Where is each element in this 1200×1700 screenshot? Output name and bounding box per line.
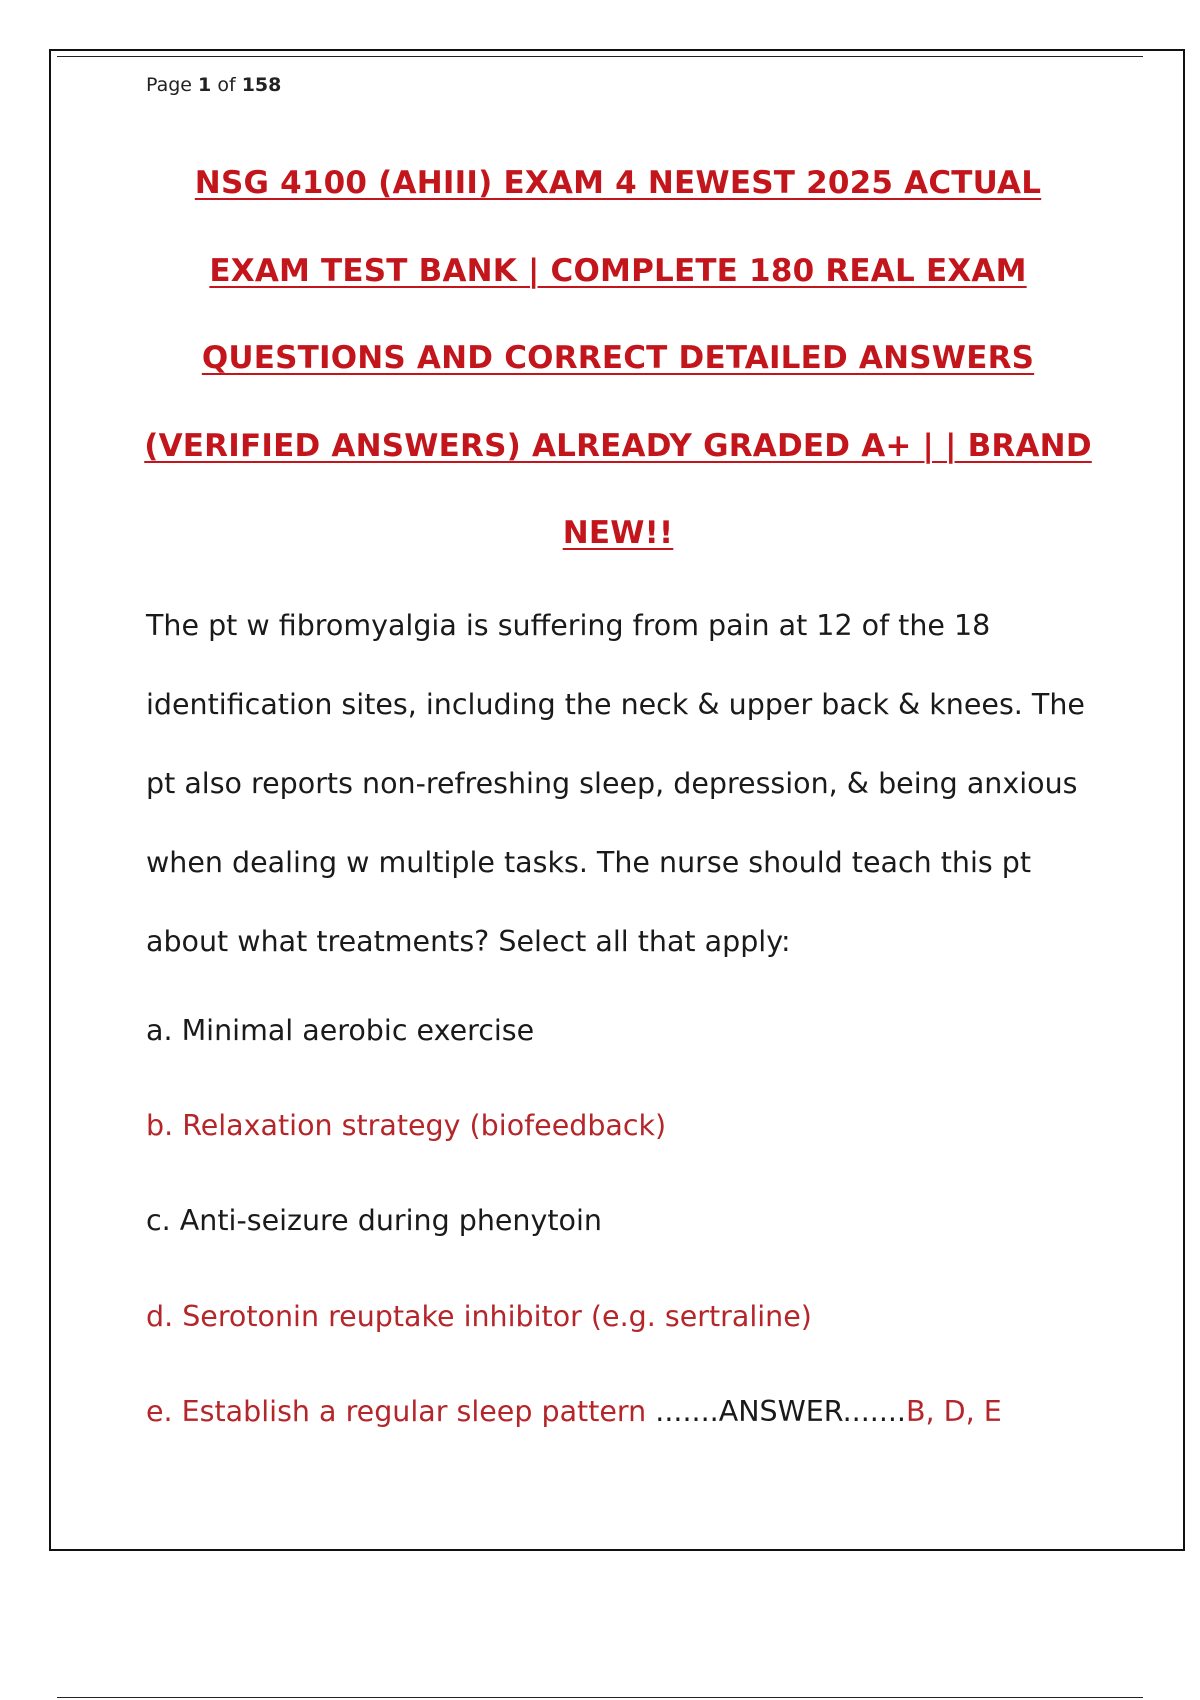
document-title [120, 140, 1116, 578]
page-total: 158 [241, 74, 282, 96]
page-current: 1 [198, 74, 212, 96]
title-line-4: (VERIFIED ANSWERS) ALREADY GRADED A+ | | BRAND [144, 427, 1092, 464]
page-number [146, 74, 281, 96]
header-rule [57, 56, 1143, 57]
page-label-sep: of [217, 74, 236, 96]
option-d: d. Serotonin reuptake inhibitor (e.g. sertraline) [146, 1300, 812, 1333]
answer-marker: .......ANSWER....... [655, 1395, 906, 1428]
title-line-1: NSG 4100 (AHIII) EXAM 4 NEWEST 2025 ACTUAL [194, 165, 1042, 201]
option-c: c. Anti-seizure during phenytoin [146, 1204, 602, 1237]
option-b: b. Relaxation strategy (biofeedback) [146, 1109, 667, 1142]
answer-value: B, D, E [906, 1395, 1002, 1428]
title-line-3: QUESTIONS AND CORRECT DETAILED ANSWERS [201, 340, 1035, 376]
title-line-2: EXAM TEST BANK | COMPLETE 180 REAL EXAM [209, 252, 1027, 289]
footer-rule [57, 1697, 1143, 1698]
question-text: The pt w fibromyalgia is suffering from pain at 12 of the 18 identification sites, including the neck & upper back & knees. The pt also reports non-refreshing sleep, depression, & being anxious when dealing w multiple tasks. The nurse should teach this pt about what treatments? Select all that apply: [146, 609, 1085, 958]
option-e: e. Establish a regular sleep pattern [146, 1395, 656, 1428]
title-line-5: NEW!! [562, 515, 674, 551]
option-e-line [146, 1395, 1002, 1428]
page-label-prefix: Page [146, 74, 192, 96]
option-a: a. Minimal aerobic exercise [146, 1014, 535, 1047]
